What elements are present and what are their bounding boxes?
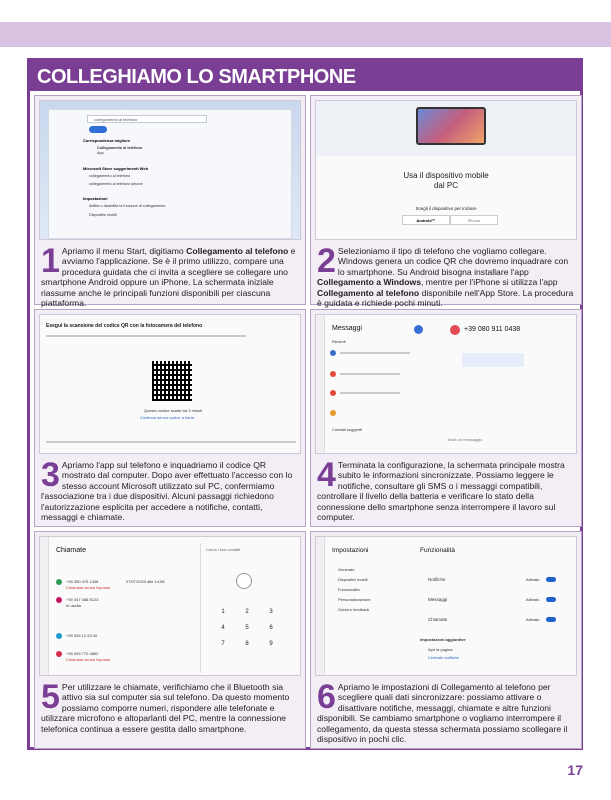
extra-settings-item[interactable]: Apri la pagina: [428, 647, 453, 652]
extra-settings-link[interactable]: Centrale notifiche: [428, 655, 460, 660]
step-panel-5: [34, 531, 306, 749]
settings-nav-1[interactable]: Generale: [338, 567, 355, 572]
feature-notifications: Notifiche: [428, 577, 446, 582]
step-number: 6: [317, 678, 336, 716]
dial-key-2[interactable]: 2: [245, 609, 249, 615]
avatar: [330, 371, 336, 377]
call-time-1: 07/07/2023 alle 14:08: [126, 579, 165, 584]
choice-heading-1: Usa il dispositivo mobile: [403, 171, 489, 180]
best-match-item[interactable]: Collegamento al telefono: [97, 146, 143, 150]
qr-heading: Esegui la scansione del codice QR con la fotocamera del telefono: [46, 323, 203, 329]
step-text-1: [41, 242, 299, 309]
avatar: [330, 410, 336, 416]
search-input[interactable]: collegamento al telefono: [87, 115, 207, 123]
dial-key-3[interactable]: 3: [269, 609, 273, 615]
step-text-part: e avviamo l'applicazione. Se è il primo utilizzo, compare una procedura guidata che ci invita a scegliere se collegare uno smartphone Android oppure un iPhone. La schermata iniziale riassume anche le principali funzioni disponibili per ciascuna piattaforma.: [41, 246, 296, 309]
search-window: [48, 109, 292, 239]
qr-code: [152, 361, 192, 401]
settings-nav-3[interactable]: Funzionalità: [338, 587, 360, 592]
call-number-2[interactable]: +39 347 088 5123: [66, 597, 99, 602]
best-match-sub: App: [97, 151, 104, 155]
calls-heading: Chiamate: [56, 547, 86, 554]
store-item-1[interactable]: collegamento al telefono: [89, 174, 131, 178]
settings-heading: Impostazioni: [332, 547, 369, 554]
step-text-5: [41, 678, 299, 734]
filter-all-pill[interactable]: [89, 126, 107, 133]
avatar: [56, 579, 62, 585]
avatar: [56, 633, 62, 639]
avatar: [56, 651, 62, 657]
choice-heading-2: dal PC: [433, 181, 458, 190]
call-number-1[interactable]: +39 350 475 1438: [66, 579, 99, 584]
qr-continue-link[interactable]: Continua senza codice a barre: [140, 415, 195, 420]
settings-section-label: Impostazioni: [83, 196, 108, 201]
step-text-part: , mentre per l'iPhone si utilizza l'app: [421, 277, 558, 288]
dial-key-1[interactable]: 1: [221, 609, 225, 615]
call-number-4[interactable]: +39 349 770 4862: [66, 651, 99, 656]
step-panel-6: [310, 531, 582, 749]
toggle-label: Attivato: [526, 617, 540, 622]
contact-avatar: [450, 325, 460, 335]
step-text-bold: Collegamento al telefono: [317, 287, 420, 298]
top-band: [0, 22, 611, 47]
dial-key-9[interactable]: 9: [269, 641, 273, 647]
store-section-label: Microsoft Store suggerimenti Web: [83, 166, 149, 171]
call-status-2: In uscita: [66, 603, 81, 608]
step-text-4: [317, 456, 575, 523]
screenshot-calls: [39, 536, 301, 676]
contact-search-input[interactable]: Cerca i tuoi contatti: [206, 547, 241, 552]
features-heading: Funzionalità: [420, 547, 456, 554]
screenshot-qr-code: [39, 314, 301, 454]
step-text-bold: Collegamento a Windows: [317, 277, 422, 288]
page-number: 17: [567, 762, 583, 778]
android-option-button[interactable]: Android™: [402, 215, 450, 225]
settings-nav-4[interactable]: Personalizzazione: [338, 597, 371, 602]
step-number: 4: [317, 456, 336, 494]
store-item-2[interactable]: collegamento al telefono iphone: [89, 182, 143, 186]
dial-key-7[interactable]: 7: [221, 641, 225, 647]
step-text-part: Per utilizzare le chiamate, verifichiamo che il Bluetooth sia attivo sia sul computer sia sul telefono. Da questo momento possiamo comporre numeri, rispondere alle telefonate e utilizzare microfono e altoparlanti del PC, mentre la connessione telefonica continua a essere gestita dallo smartphone.: [41, 682, 290, 734]
step-text-2: [317, 242, 575, 309]
compose-icon[interactable]: [414, 325, 423, 334]
step-panel-1: [34, 95, 306, 309]
step-text-bold: Collegamento al telefono: [186, 246, 289, 256]
avatar: [56, 597, 62, 603]
settings-nav-2[interactable]: Dispositivi mobili: [338, 577, 368, 582]
device-illustration: [416, 107, 486, 145]
feature-messages: Messaggi: [428, 597, 448, 602]
calls-toggle[interactable]: [546, 617, 556, 622]
messages-heading: Messaggi: [332, 325, 362, 332]
step-number: 1: [41, 242, 60, 280]
step-text-part: Apriamo l'app sul telefono e inquadriamo il codice QR mostrato dal computer. Dopo aver effettuato l'accesso con lo stesso account Microsoft utilizzato sul PC, confermiamo l'associazione tra i due dispositivi. Alcuni passaggi richiedono l'autorizzazione esplicita per accedere a notifiche, contatti, messaggi e chiamate.: [41, 460, 293, 523]
contact-number: +39 080 911 0438: [464, 326, 521, 333]
dial-key-5[interactable]: 5: [245, 625, 249, 631]
avatar: [330, 350, 336, 356]
notifications-toggle[interactable]: [546, 577, 556, 582]
step-text-3: [41, 456, 299, 523]
step-panel-4: [310, 309, 582, 527]
call-status-1: Chiamata senza risposta: [66, 585, 111, 590]
step-panel-3: [34, 309, 306, 527]
qr-caption: Questo codice scade tra 3 minuti: [144, 408, 203, 413]
messages-toggle[interactable]: [546, 597, 556, 602]
feature-calls: Chiamate: [428, 617, 448, 622]
settings-item-1[interactable]: Abilita o disabilita la funzione di collegamento: [89, 204, 166, 208]
best-match-label: Corrispondenza migliore: [83, 138, 131, 143]
step-text-part: Selezioniamo il tipo di telefono che vogliamo collegare. Windows genera un codice QR che dovremo inquadrare con lo smartphone. Su Android bisogna installare l'app: [337, 246, 569, 277]
step-number: 3: [41, 456, 60, 494]
iphone-option-button[interactable]: iPhone: [450, 215, 498, 225]
contact-placeholder-icon: [236, 573, 252, 589]
step-text-part: disponibile nell'App Store. La procedura è guidata e richiede pochi minuti.: [317, 287, 574, 309]
settings-nav-5[interactable]: Guida e feedback: [338, 607, 370, 612]
avatar: [330, 390, 336, 396]
dial-key-4[interactable]: 4: [221, 625, 225, 631]
call-status-4: Chiamata senza risposta: [66, 657, 111, 662]
screenshot-settings: [315, 536, 577, 676]
contacts-label: Contatti suggeriti: [332, 427, 363, 432]
toggle-label: Attivato: [526, 577, 540, 582]
call-number-3[interactable]: +39 345 12 63 40: [66, 633, 98, 638]
step-panel-2: [310, 95, 582, 309]
screenshot-start-search: [39, 100, 301, 240]
article-title: COLLEGHIAMO LO SMARTPHONE: [30, 61, 580, 91]
choice-subtitle: Scegli il dispositivo per iniziare: [415, 206, 477, 211]
dial-key-8[interactable]: 8: [245, 641, 249, 647]
step-text-part: Apriamo il menu Start, digitiamo: [61, 246, 187, 256]
recent-label: Recenti: [332, 339, 346, 344]
message-input[interactable]: Invia un messaggio: [448, 437, 483, 442]
dial-key-6[interactable]: 6: [269, 625, 273, 631]
screenshot-messages: [315, 314, 577, 454]
step-number: 5: [41, 678, 60, 716]
screenshot-device-choice: [315, 100, 577, 240]
step-text-part: Terminata la configurazione, la schermata principale mostra subito le informazioni sincronizzate. Possiamo leggere le notifiche, consultare gli SMS o i messaggi compatibili, controllare il livello della batteria e verificare lo stato della connessione dello smartphone senza interrompere il lavoro sul computer.: [317, 460, 565, 523]
article-frame: [27, 58, 583, 750]
extra-settings-label: Impostazioni aggiuntive: [420, 637, 466, 642]
step-number: 2: [317, 242, 336, 280]
step-text-part: Apriamo le impostazioni di Collegamento al telefono per scegliere quali dati sincronizzare: possiamo attivare o disattivare notifiche, messaggi, chiamate e altre funzioni disponibili. Se cambiamo smartphone o vogliamo interrompere il collegamento, da questa stessa schermata possiamo scollegare il dispositivo in pochi clic.: [317, 682, 568, 745]
step-text-6: [317, 678, 575, 745]
toggle-label: Attivato: [526, 597, 540, 602]
settings-item-2[interactable]: Dispositivi mobili: [89, 213, 118, 217]
